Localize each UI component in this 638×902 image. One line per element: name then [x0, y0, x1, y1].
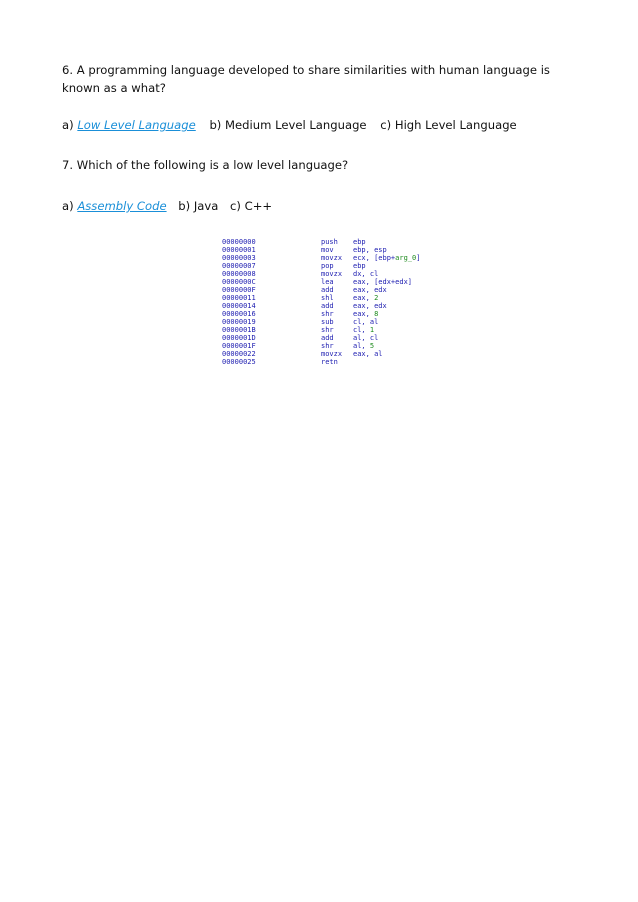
assembly-operands	[353, 254, 420, 262]
assembly-operands	[353, 318, 378, 326]
assembly-mnemonic: movzx	[321, 254, 343, 262]
assembly-line	[222, 334, 432, 342]
assembly-line	[222, 310, 432, 318]
assembly-line	[222, 358, 432, 366]
assembly-line	[222, 342, 432, 350]
assembly-operand-number: 5	[369, 342, 375, 350]
assembly-operand-number: 8	[374, 310, 379, 318]
assembly-operand-text: ecx, [ebp+	[353, 254, 396, 262]
assembly-line	[222, 270, 432, 278]
assembly-operands	[353, 350, 383, 358]
assembly-operand-text: cl,	[353, 326, 370, 334]
assembly-address: 00000008	[222, 270, 256, 278]
assembly-mnemonic: sub	[321, 318, 334, 326]
assembly-mnemonic: shr	[321, 310, 334, 318]
assembly-line	[222, 350, 432, 358]
assembly-address: 00000016	[222, 310, 256, 318]
assembly-mnemonic: retn	[321, 358, 338, 366]
assembly-address: 00000011	[222, 294, 256, 302]
q7-option-b: b) Java	[178, 199, 219, 213]
question-7-text: 7. Which of the following is a low level language?	[62, 158, 349, 172]
q6-option-a-prefix: a)	[62, 118, 74, 132]
assembly-mnemonic: shr	[321, 342, 334, 350]
assembly-operand-number: 1	[369, 326, 375, 334]
assembly-operands	[353, 270, 378, 278]
assembly-address: 00000001	[222, 246, 256, 254]
assembly-mnemonic: add	[321, 334, 334, 342]
assembly-operand-text: ebp	[353, 262, 366, 270]
assembly-address: 0000001F	[222, 342, 256, 350]
assembly-address: 0000001B	[222, 326, 256, 334]
assembly-address: 00000000	[222, 238, 256, 246]
assembly-address: 0000000F	[222, 286, 256, 294]
q6-option-a-link[interactable]: Low Level Language	[77, 118, 196, 132]
assembly-line	[222, 262, 432, 270]
assembly-operands	[353, 334, 378, 342]
assembly-operand-number: 2	[374, 294, 379, 302]
assembly-address: 00000007	[222, 262, 256, 270]
assembly-code-listing	[222, 238, 432, 366]
assembly-mnemonic: lea	[321, 278, 334, 286]
assembly-operands	[353, 326, 374, 334]
assembly-line	[222, 302, 432, 310]
assembly-line	[222, 278, 432, 286]
assembly-line	[222, 318, 432, 326]
assembly-operand-text: al,	[353, 342, 370, 350]
assembly-mnemonic: add	[321, 302, 334, 310]
assembly-operand-text: eax, al	[353, 350, 383, 358]
assembly-address: 00000014	[222, 302, 256, 310]
assembly-mnemonic: shr	[321, 326, 334, 334]
assembly-line	[222, 294, 432, 302]
assembly-operands	[353, 294, 378, 302]
question-7-answers	[62, 197, 272, 215]
assembly-line	[222, 238, 432, 246]
question-6-text: 6. A programming language developed to share similarities with human language is known as a what?	[62, 63, 550, 95]
assembly-operands	[353, 286, 387, 294]
assembly-operand-text: eax,	[353, 310, 375, 318]
assembly-operands	[353, 342, 374, 350]
assembly-operand-number: arg_0	[395, 254, 417, 262]
assembly-line	[222, 326, 432, 334]
assembly-operand-text: cl, al	[353, 318, 379, 326]
assembly-operands	[353, 246, 387, 254]
assembly-mnemonic: add	[321, 286, 334, 294]
assembly-mnemonic: push	[321, 238, 338, 246]
assembly-operands	[353, 262, 366, 270]
assembly-mnemonic: movzx	[321, 350, 343, 358]
assembly-address: 0000001D	[222, 334, 256, 342]
assembly-address: 00000022	[222, 350, 256, 358]
assembly-operand-text: eax, edx	[353, 302, 387, 310]
assembly-operands	[353, 238, 366, 246]
assembly-mnemonic: shl	[321, 294, 334, 302]
assembly-mnemonic: movzx	[321, 270, 343, 278]
assembly-line	[222, 286, 432, 294]
assembly-operand-suffix: ]	[416, 254, 421, 262]
assembly-operands	[353, 278, 412, 286]
assembly-address: 0000000C	[222, 278, 256, 286]
q7-option-a-link[interactable]: Assembly Code	[77, 199, 167, 213]
assembly-operand-text: eax,	[353, 294, 375, 302]
assembly-mnemonic: mov	[321, 246, 334, 254]
q7-option-a-prefix: a)	[62, 199, 74, 213]
assembly-operand-text: al, cl	[353, 334, 379, 342]
assembly-operand-text: eax, [edx+edx]	[353, 278, 413, 286]
assembly-operand-text: ebp	[353, 238, 366, 246]
q6-option-b: b) Medium Level Language	[209, 118, 367, 132]
assembly-operands	[353, 302, 387, 310]
assembly-address: 00000019	[222, 318, 256, 326]
assembly-operands	[353, 310, 378, 318]
q7-option-c: c) C++	[230, 199, 273, 213]
assembly-operand-text: ebp, esp	[353, 246, 387, 254]
question-6-answers	[62, 116, 517, 134]
assembly-operand-text: eax, edx	[353, 286, 387, 294]
assembly-mnemonic: pop	[321, 262, 334, 270]
assembly-address: 00000003	[222, 254, 256, 262]
assembly-operand-text: dx, cl	[353, 270, 379, 278]
assembly-line	[222, 246, 432, 254]
assembly-line	[222, 254, 432, 262]
q6-option-c: c) High Level Language	[380, 118, 517, 132]
assembly-address: 00000025	[222, 358, 256, 366]
